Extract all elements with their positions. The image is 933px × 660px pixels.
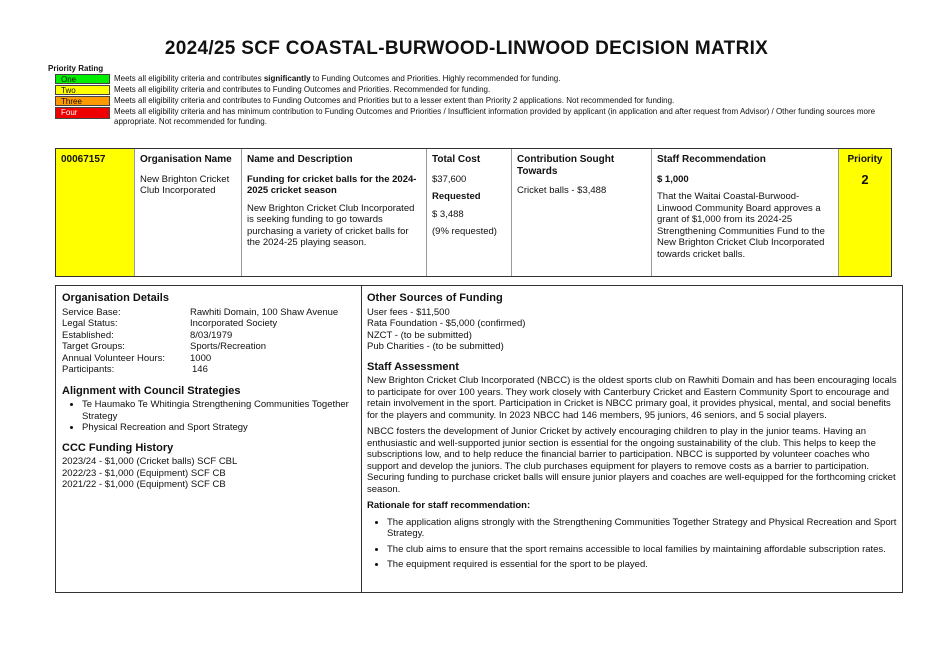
details-box [55,285,903,593]
cost-header: Total Cost [432,154,481,165]
rationale-list [367,517,899,571]
cost-cell [427,149,512,276]
funding-item: User fees - $11,500 [367,306,450,318]
legend-swatch-two: Two [55,85,110,95]
alignment-list [62,399,354,434]
other-funding-heading: Other Sources of Funding [367,292,503,304]
org-details-heading: Organisation Details [62,292,169,304]
list-item: • The equipment required is essential for the sport to be played. [387,559,899,571]
org-name: New Brighton Cricket Club Incorporated [140,173,230,196]
priority-legend [55,74,903,128]
staff-rec-header: Staff Recommendation [657,154,766,165]
funding-item: NZCT - (to be submitted) [367,329,472,341]
history-item: 2023/24 - $1,000 (Cricket balls) SCF CBL [62,456,238,467]
detail-row: Annual Volunteer Hours: 1000 [62,352,212,364]
legend-desc: Meets all eligibility criteria and contributes to Funding Outcomes and Priorities but to a lesser extent than Priority 2 applications. Not recommended for funding. [114,96,675,105]
history-heading: CCC Funding History [62,441,174,454]
total-cost: $37,600 [432,173,467,185]
left-column [62,293,354,491]
legend-desc: Meets all eligibility criteria and contributes to Funding Outcomes and Priorities. Recommended for funding. [114,85,491,94]
priority-cell [839,149,891,276]
org-name-cell [135,149,242,276]
detail-row: Established: 8/03/1979 [62,329,233,341]
requested-amount: $ 3,488 [432,208,464,220]
project-title: Funding for cricket balls for the 2024-2025 cricket season [247,173,417,196]
application-id: 00067157 [61,154,106,165]
assessment-para: NBCC fosters the development of Junior Cricket by actively encouraging children to play in the junior teams. Having an enthusiastic and well-supported junior section is essential for the ongoing sustainability of the club. This helps to keep the subscriptions low, and to help reduce the financial barrier to participation. NBCC is supported by volunteer coaches who support and develop the juniors. The club purchases equipment for players to remove costs as a barrier to participation. Securing funding to purchase cricket balls will ensure junior players and coaches are well-equipped for the forthcoming cricket season. [367,426,896,495]
rationale-heading: Rationale for staff recommendation: [367,500,531,511]
requested-label: Requested [432,191,481,202]
legend-desc: Meets all eligibility criteria and contributes significantly to Funding Outcomes and Priorities. Highly recommended for funding. [114,74,561,83]
history-item: 2021/22 - $1,000 (Equipment) SCF CB [62,479,226,490]
contribution-cell [512,149,652,276]
legend-row [55,74,903,84]
legend-row [55,96,903,106]
priority-header: Priority [847,154,883,165]
legend-swatch-three: Three [55,96,110,106]
funding-item: Pub Charities - (to be submitted) [367,341,504,352]
right-column [367,293,899,571]
application-id-cell [56,149,135,276]
list-item: • The application aligns strongly with the Strengthening Communities Together Strategy and Physical Recreation and Sport Strategy. [387,517,899,540]
priority-value: 2 [861,171,869,187]
legend-row [55,107,903,127]
project-desc: New Brighton Cricket Club Incorporated is seeking funding to go towards purchasing a variety of cricket balls for the 2024-25 playing season. [247,202,415,248]
requested-pct: (9% requested) [432,226,497,237]
staff-rec-text: That the Waitai Coastal-Burwood-Linwood Community Board approves a grant of $1,000 from its 2024-25 Strengthening Communities Fund to the New Brighton Cricket Club Incorporated towards cricket balls. [657,191,825,260]
legend-swatch-one: One [55,74,110,84]
legend-row [55,85,903,95]
assessment-heading: Staff Assessment [367,360,459,373]
name-desc-header: Name and Description [247,154,353,165]
list-item: • Physical Recreation and Sport Strategy [82,422,354,434]
contribution: Cricket balls - $3,488 [517,185,607,196]
detail-row: Legal Status: Incorporated Society [62,318,278,329]
assessment-para: New Brighton Cricket Club Incorporated (NBCC) is the oldest sports club on Rawhiti Domain and has been encouraging locals to participate for over 100 years. They work closely with Canterbury Cricket and Eastern Community Sport to encourage and retain involvement in the sport. Participation in Cricket is NBCC primary goal, it provides physical, mental, and social benefits for the players and community. In 2023 NBCC had 146 members, 95 juniors, 46 seniors, and 5 social players. [367,375,897,421]
contribution-header: Contribution Sought Towards [517,154,615,177]
page-title: 2024/25 SCF COASTAL-BURWOOD-LINWOOD DECISION MATRIX [164,38,769,59]
org-name-header: Organisation Name [140,154,232,165]
detail-row: Participants: 146 [62,364,208,375]
list-item: • The club aims to ensure that the sport remains accessible to local families by maintaining affordable subscription rates. [387,544,899,556]
legend-swatch-four: Four [55,107,110,119]
priority-rating-heading: Priority Rating [48,64,104,73]
detail-row: Service Base: Rawhiti Domain, 100 Shaw Avenue [62,306,339,318]
detail-row: Target Groups: Sports/Recreation [62,341,267,352]
history-item: 2022/23 - $1,000 (Equipment) SCF CB [62,467,226,479]
alignment-heading: Alignment with Council Strategies [62,384,241,397]
list-item: • Te Haumako Te Whitingia Strengthening Communities Together Strategy [82,399,354,422]
application-table [55,148,892,277]
funding-item: Rata Foundation - $5,000 (confirmed) [367,318,526,329]
staff-rec-cell [652,149,839,276]
name-desc-cell [242,149,427,276]
column-divider [361,286,362,592]
staff-amount: $ 1,000 [657,173,689,185]
legend-desc: Meets all eligibility criteria and has minimum contribution to Funding Outcomes and Priorities / Insufficient information provided by applicant (in application and after request from Advisor) / Other funding sources more appropriate. Not recommended for funding. [114,107,876,126]
